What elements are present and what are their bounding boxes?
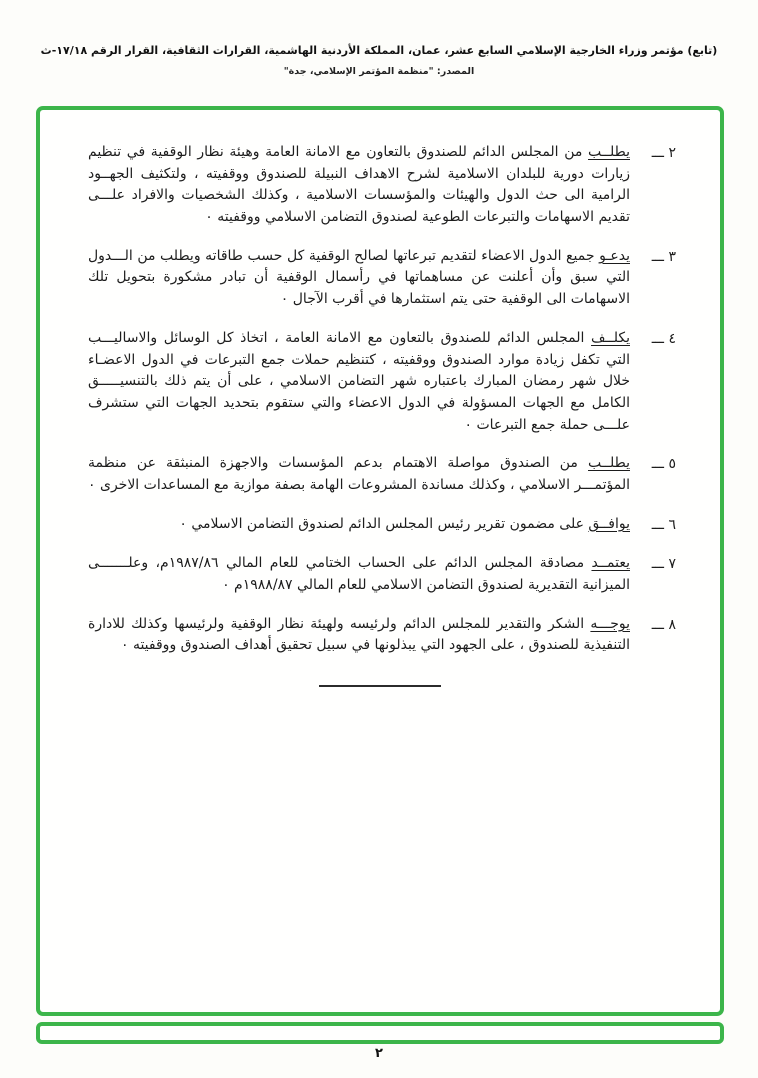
resolution-body [84,614,630,657]
resolution-lead-word: يكلــف [591,329,630,346]
resolution-lead-word: يوجـــه [590,615,630,632]
resolution-item [84,514,676,537]
resolution-item [84,553,676,596]
resolution-body [84,514,630,537]
resolution-body [84,553,630,596]
resolution-item [84,453,676,496]
document-header-title: (تابع) مؤتمر وزراء الخارجية الإسلامي السابع عشر، عمان، المملكة الأردنية الهاشمية، القرارات الثقافية، القرار الرقم ١٧/١٨-ث [40,44,718,57]
resolution-body [84,246,630,311]
resolution-body [84,142,630,229]
resolutions-list [84,142,676,657]
resolution-item [84,142,676,229]
content-highlight-box [36,106,724,1016]
resolution-number: ٢ ـــ [651,145,676,161]
bottom-highlight-box [36,1022,724,1044]
closing-divider [319,685,441,687]
resolution-number: ٥ ـــ [651,456,676,473]
resolution-number: ٤ ـــ [651,330,676,347]
resolution-item [84,328,676,436]
resolution-body [84,328,630,436]
resolution-text: من الصندوق مواصلة الاهتمام بدعم المؤسسات والاجهزة المنبثقة عن منظمة المؤتمـــر الاسلامي ، وكذلك مساندة المشروعات الهامة بصفة موازية مع المساعدات الاخرى ٠ [88,455,630,493]
resolution-lead-word: يدعـو [599,247,630,264]
resolution-number: ٧ ـــ [651,556,676,573]
resolution-text: المجلس الدائم للصندوق بالتعاون مع الامانة العامة ، اتخاذ كل الوسائل والاساليـــب التي تكفل زيادة موارد الصندوق ووقفيته ، كتنظيم حملات جمع التبرعات في الدول الاعضـاء خلال شهر رمضان المبارك باعتباره شهر التضامن الاسلامي ، على أن يتم ذلك بالتنسيـــــق الكامل مع الجهات المسؤولة في الدول الاعضاء والتي ستقوم بتحديد الجهات التي ستشرف علـــى حملة جمع التبرعات ٠ [88,329,630,433]
resolution-lead-word: يوافــق [588,515,630,532]
resolution-text: جميع الدول الاعضاء لتقديم تبرعاتها لصالح الوقفية كل حسب طاقاته ويطلب من الـــدول التي سبق وأن أعلنت عن مساهماتها في رأسمال الوقفية أن تبادر مشكورة بتحويل تلك الاسهامات الى الوقفية حتى يتم استثمارها في أقرب الآجال ٠ [88,247,630,308]
resolution-lead-word: يعتمــد [591,555,630,572]
resolution-lead-word: يطلــب [588,455,630,472]
resolution-body [84,453,630,496]
resolution-text: الشكر والتقدير للمجلس الدائم ولرئيسه ولهيئة نظار الوقفية ولرئيسها وكذلك للادارة التنفيذية للصندوق ، على الجهود التي يبذلونها في سبيل تحقيق أهداف الصندوق ووقفيته ٠ [88,615,630,654]
document-source-line: المصدر: "منظمة المؤتمر الإسلامي، جدة" [283,66,475,77]
resolution-number: ٣ ـــ [651,248,676,265]
resolution-item [84,614,676,657]
page-number: ٢ [375,1046,383,1061]
resolution-lead-word: يطلــب [588,144,630,160]
resolution-text: من المجلس الدائم للصندوق بالتعاون مع الامانة العامة وهيئة نظار الوقفية في تنظيم زيارات دورية للبلدان الاسلامية لشرح الاهداف النبيلة للصندوق ووقفيته ، ولتكثيف الجهــود الرامية الى حث الدول والهيئات والمؤسسات الاسلامية ، وكذلك الشخصيات والافراد علـــى تقديم الاسهامات والتبرعات الطوعية لصندوق التضامن الاسلامي ووقفيته ٠ [88,144,630,226]
resolution-number: ٦ ـــ [651,516,676,533]
resolution-text: مصادقة المجلس الدائم على الحساب الختامي للعام المالي ١٩٨٧/٨٦م، وعلـــــــى الميزانية التقديرية لصندوق التضامن الاسلامي للعام المالي ١٩٨٨/٨٧م ٠ [88,555,630,593]
resolution-item [84,246,676,311]
resolution-text: على مضمون تقرير رئيس المجلس الدائم لصندوق التضامن الاسلامي ٠ [179,515,589,532]
resolution-number: ٨ ـــ [651,616,676,633]
